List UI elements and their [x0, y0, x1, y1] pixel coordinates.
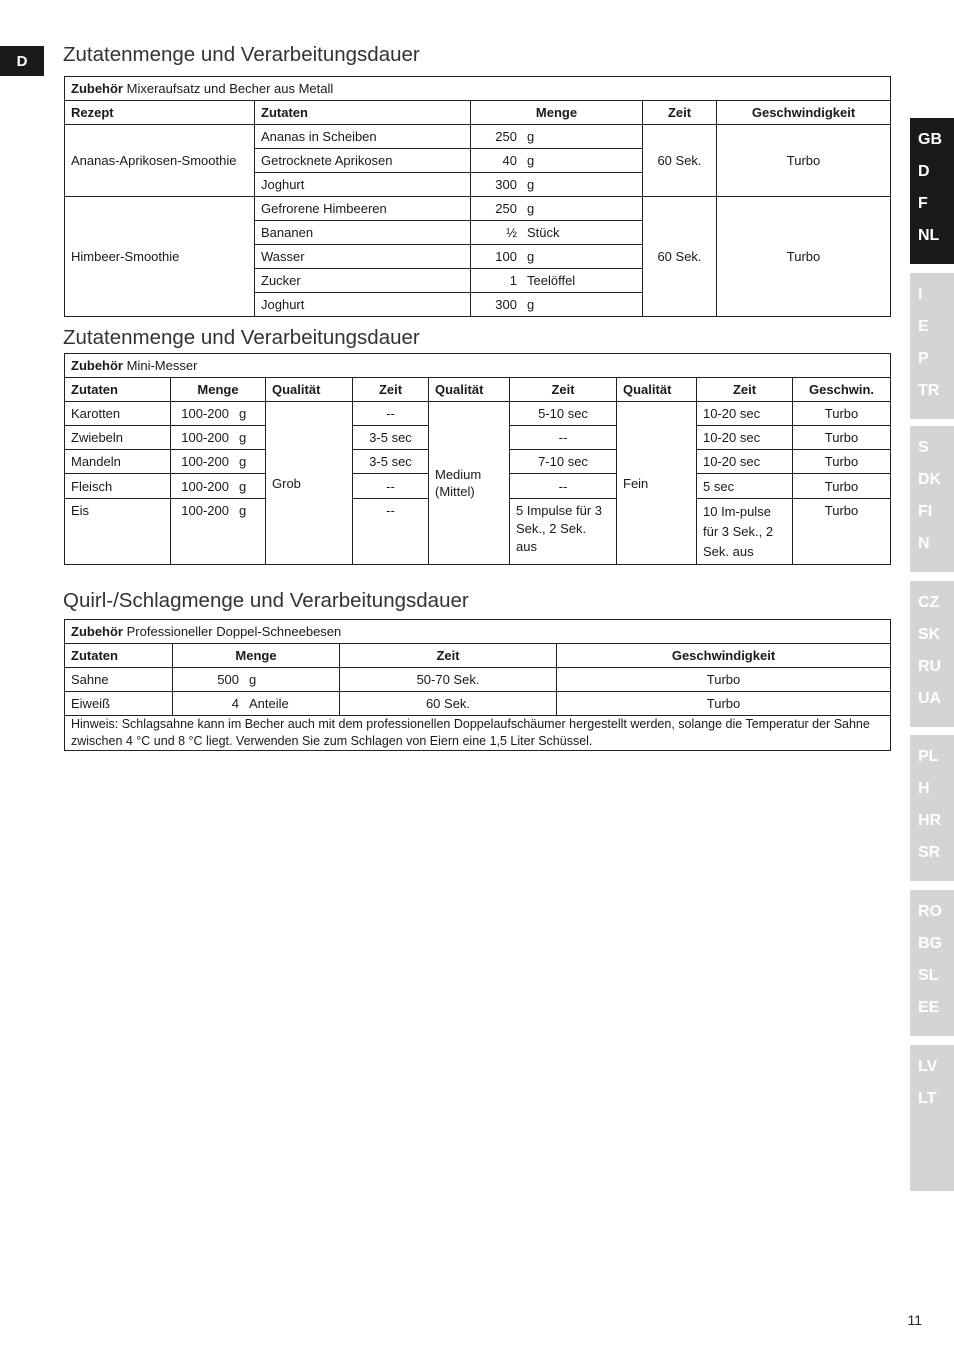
qty-unit: Anteile	[249, 696, 289, 711]
time-medium: 5-10 sec	[510, 402, 617, 426]
blender-table	[64, 76, 891, 317]
header-quality: Qualität	[429, 378, 510, 402]
header-quantity: Menge	[471, 101, 643, 125]
time-coarse: 3-5 sec	[353, 426, 429, 450]
time-medium: 5 Impulse für 3 Sek., 2 Sek. aus	[510, 499, 617, 565]
quantity	[471, 293, 643, 317]
qty-unit: g	[527, 297, 535, 312]
quantity	[173, 668, 340, 692]
accessory-row	[65, 620, 891, 644]
qty-unit: g	[527, 153, 535, 168]
time-fine: 10 Im-pulse für 3 Sek., 2 Sek. aus	[697, 499, 793, 565]
accessory-row	[65, 77, 891, 101]
speed: Turbo	[557, 668, 891, 692]
accessory-label: Zubehör	[71, 81, 123, 96]
lang-tab[interactable]: DK	[918, 471, 942, 488]
header-quality: Qualität	[266, 378, 353, 402]
time-medium: 7-10 sec	[510, 450, 617, 474]
lang-tab[interactable]: S	[918, 439, 929, 456]
lang-tab[interactable]: RO	[918, 903, 942, 920]
quality-fine: Fein	[617, 402, 697, 565]
qty-value: 500	[217, 672, 239, 687]
header-time: Zeit	[643, 101, 717, 125]
lang-tab[interactable]: N	[918, 535, 930, 552]
time: 50-70 Sek.	[340, 668, 557, 692]
ingredient: Joghurt	[255, 173, 471, 197]
ingredient: Mandeln	[65, 450, 171, 474]
time-coarse: --	[353, 499, 429, 565]
ingredient: Eiweiß	[65, 692, 173, 716]
qty-unit: g	[527, 129, 535, 144]
page-number: 11	[907, 1312, 922, 1328]
header-speed: Geschwindigkeit	[717, 101, 891, 125]
qty-unit: g	[239, 406, 247, 421]
qty-value: 100-200	[181, 503, 229, 518]
lang-tab[interactable]: EE	[918, 999, 940, 1016]
header-time: Zeit	[510, 378, 617, 402]
lang-tab[interactable]: LT	[918, 1090, 937, 1107]
time-fine: 10-20 sec	[697, 450, 793, 474]
lang-tab[interactable]: SL	[918, 967, 939, 984]
accessory-value: Mixeraufsatz und Becher aus Metall	[126, 81, 334, 96]
time-medium: --	[510, 426, 617, 450]
lang-tab[interactable]: P	[918, 350, 929, 367]
time-fine: 5 sec	[697, 474, 793, 499]
ingredient: Bananen	[255, 221, 471, 245]
qty-value: ½	[506, 225, 517, 240]
ingredient: Sahne	[65, 668, 173, 692]
section-title-mini-blade: Zutatenmenge und Verarbeitungsdauer	[63, 326, 420, 349]
whisk-table	[64, 619, 891, 751]
qty-value: 250	[495, 129, 517, 144]
lang-tab[interactable]: H	[918, 780, 930, 797]
lang-group	[910, 735, 954, 881]
ingredient: Eis	[65, 499, 171, 565]
speed: Turbo	[793, 402, 891, 426]
quantity	[471, 197, 643, 221]
recipe-name: Himbeer-Smoothie	[65, 197, 255, 317]
lang-tab[interactable]: CZ	[918, 594, 940, 611]
header-time: Zeit	[340, 644, 557, 668]
lang-tab[interactable]: HR	[918, 812, 942, 829]
qty-unit: g	[239, 503, 247, 518]
speed: Turbo	[793, 450, 891, 474]
qty-unit: g	[249, 672, 257, 687]
qty-unit: g	[527, 249, 535, 264]
qty-value: 100-200	[181, 406, 229, 421]
time: 60 Sek.	[340, 692, 557, 716]
quality-medium: Medium (Mittel)	[429, 402, 510, 565]
qty-value: 300	[495, 177, 517, 192]
quantity	[173, 692, 340, 716]
header-speed: Geschwin.	[793, 378, 891, 402]
qty-unit: Teelöffel	[527, 273, 576, 288]
header-recipe: Rezept	[65, 101, 255, 125]
ingredient: Karotten	[65, 402, 171, 426]
table-row	[65, 692, 891, 716]
quantity	[471, 125, 643, 149]
qty-value: 250	[495, 201, 517, 216]
lang-tab[interactable]: FI	[918, 503, 933, 520]
qty-value: 1	[509, 273, 517, 288]
ingredient: Fleisch	[65, 474, 171, 499]
header-quantity: Menge	[171, 378, 266, 402]
quantity	[171, 450, 266, 474]
lang-tab[interactable]: GB	[918, 131, 942, 148]
lang-tab[interactable]: E	[918, 318, 929, 335]
header-ingredients: Zutaten	[65, 378, 171, 402]
speed: Turbo	[793, 499, 891, 565]
quantity	[171, 499, 266, 565]
section-title-blender: Zutatenmenge und Verarbeitungsdauer	[63, 43, 420, 66]
speed: Turbo	[793, 426, 891, 450]
header-quantity: Menge	[173, 644, 340, 668]
qty-unit: g	[239, 478, 247, 494]
lang-tab[interactable]: D	[918, 163, 930, 180]
lang-tab[interactable]: RU	[918, 658, 942, 675]
accessory-value: Mini-Messer	[126, 358, 198, 373]
accessory-value: Professioneller Doppel-Schneebesen	[126, 624, 342, 639]
time-medium: --	[510, 474, 617, 499]
speed: Turbo	[717, 197, 891, 317]
qty-value: 100-200	[181, 430, 229, 445]
ingredient: Getrocknete Aprikosen	[255, 149, 471, 173]
quantity	[171, 402, 266, 426]
qty-unit: g	[239, 430, 247, 445]
lang-tab[interactable]: NL	[918, 227, 940, 244]
time-coarse: --	[353, 402, 429, 426]
recipe-name: Ananas-Aprikosen-Smoothie	[65, 125, 255, 197]
language-badge: D	[0, 46, 44, 76]
quantity	[171, 426, 266, 450]
time-fine: 10-20 sec	[697, 402, 793, 426]
time-coarse: --	[353, 474, 429, 499]
header-time: Zeit	[697, 378, 793, 402]
qty-unit: Stück	[527, 225, 560, 240]
ingredient: Joghurt	[255, 293, 471, 317]
table-row	[65, 125, 891, 149]
lang-tab[interactable]: UA	[918, 690, 942, 707]
header-ingredients: Zutaten	[255, 101, 471, 125]
qty-unit: g	[527, 177, 535, 192]
lang-group	[910, 273, 954, 419]
header-speed: Geschwindigkeit	[557, 644, 891, 668]
quantity	[471, 269, 643, 293]
quantity	[471, 173, 643, 197]
lang-group	[910, 890, 954, 1036]
section-title-whisk: Quirl-/Schlagmenge und Verarbeitungsdauer	[63, 589, 469, 612]
time: 60 Sek.	[643, 197, 717, 317]
ingredient: Gefrorene Himbeeren	[255, 197, 471, 221]
lang-group	[910, 581, 954, 727]
accessory-label: Zubehör	[71, 624, 123, 639]
qty-value: 40	[502, 153, 517, 168]
accessory-label: Zubehör	[71, 358, 123, 373]
time: 60 Sek.	[643, 125, 717, 197]
quantity	[471, 245, 643, 269]
time-fine: 10-20 sec	[697, 426, 793, 450]
table-row	[65, 197, 891, 221]
header-ingredients: Zutaten	[65, 644, 173, 668]
header-time: Zeit	[353, 378, 429, 402]
quality-coarse: Grob	[266, 402, 353, 565]
mini-blade-table	[64, 353, 891, 565]
qty-value: 300	[495, 297, 517, 312]
lang-group	[910, 118, 954, 264]
header-quality: Qualität	[617, 378, 697, 402]
lang-group	[910, 426, 954, 572]
table-row	[65, 668, 891, 692]
lang-tab[interactable]: TR	[918, 382, 940, 399]
qty-unit: g	[527, 201, 535, 216]
ingredient: Ananas in Scheiben	[255, 125, 471, 149]
quantity	[471, 149, 643, 173]
hint-note: Hinweis: Schlagsahne kann im Becher auch mit dem professionellen Doppelaufschäumer hergestellt werden, solange die Temperatur der Sahne zwischen 4 °C und 8 °C liegt. Verwenden Sie zum Schlagen von Eiern eine 1,5 Liter Schüssel.	[65, 716, 891, 751]
qty-value: 100-200	[181, 478, 229, 494]
accessory-row	[65, 354, 891, 378]
lang-tab[interactable]: PL	[918, 748, 939, 765]
speed: Turbo	[793, 474, 891, 499]
lang-tab[interactable]: I	[918, 286, 923, 303]
speed: Turbo	[717, 125, 891, 197]
speed: Turbo	[557, 692, 891, 716]
qty-value: 100-200	[181, 454, 229, 469]
lang-tab[interactable]: LV	[918, 1058, 938, 1075]
lang-tab[interactable]: BG	[918, 935, 942, 952]
quantity	[471, 221, 643, 245]
lang-tab[interactable]: SK	[918, 626, 941, 643]
qty-value: 4	[231, 696, 239, 711]
time-coarse: 3-5 sec	[353, 450, 429, 474]
ingredient: Wasser	[255, 245, 471, 269]
lang-tab[interactable]: F	[918, 195, 928, 212]
table-row	[65, 402, 891, 426]
lang-tab[interactable]: SR	[918, 844, 941, 861]
ingredient: Zucker	[255, 269, 471, 293]
qty-value: 100	[495, 249, 517, 264]
quantity	[171, 474, 266, 499]
qty-unit: g	[239, 454, 247, 469]
lang-group	[910, 1045, 954, 1191]
ingredient: Zwiebeln	[65, 426, 171, 450]
